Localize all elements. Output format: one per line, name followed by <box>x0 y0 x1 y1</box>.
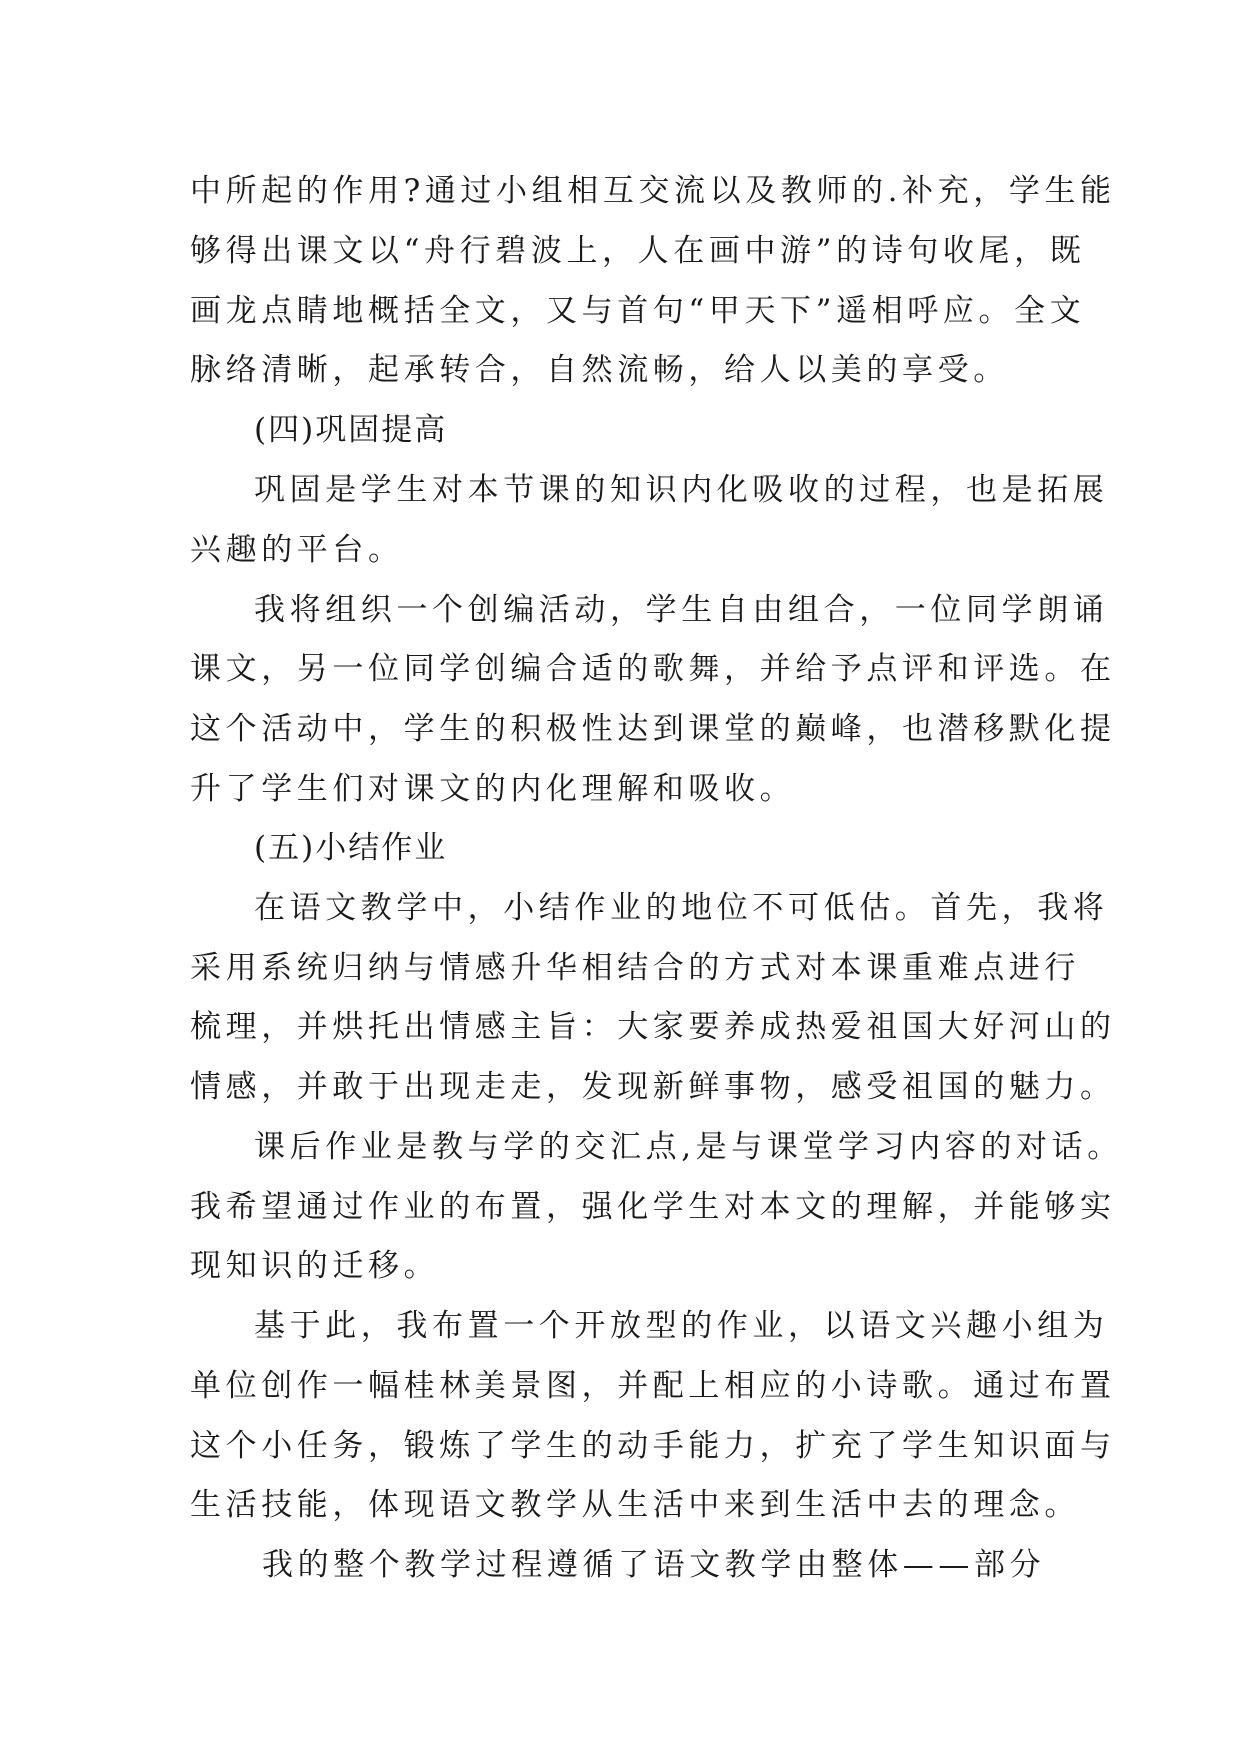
body-text-line: 在语文教学中，小结作业的地位不可低估。首先，我将 <box>254 890 1109 926</box>
body-text-line: 现知识的迁移。 <box>190 1248 440 1284</box>
section-heading: (五)小结作业 <box>254 830 448 866</box>
body-text-line: 单位创作一幅桂林美景图，并配上相应的小诗歌。通过布置 <box>190 1368 1116 1404</box>
body-text-line: 基于此，我布置一个开放型的作业，以语文兴趣小组为 <box>254 1308 1109 1344</box>
body-text-line: 课文，另一位同学创编合适的歌舞，并给予点评和评选。在 <box>190 651 1116 687</box>
body-text-line: 我希望通过作业的布置，强化学生对本文的理解，并能够实 <box>190 1189 1116 1225</box>
body-text-line: 兴趣的平台。 <box>190 532 404 568</box>
body-text-line: 这个小任务，锻炼了学生的动手能力，扩充了学生知识面与 <box>190 1428 1116 1464</box>
body-text-line: 情感，并敢于出现走走，发现新鲜事物，感受祖国的魅力。 <box>190 1069 1116 1105</box>
body-text-line: 脉络清晰，起承转合，自然流畅，给人以美的享受。 <box>190 352 1009 388</box>
body-text-line: 升了学生们对课文的内化理解和吸收。 <box>190 771 796 807</box>
section-heading: (四)巩固提高 <box>254 412 448 448</box>
body-text-line: 我的整个教学过程遵循了语文教学由整体——部分 <box>262 1547 1046 1583</box>
body-text-line: 巩固是学生对本节课的知识内化吸收的过程，也是拓展 <box>254 472 1109 508</box>
body-text-line: 中所起的作用?通过小组相互交流以及教师的.补充，学生能 <box>190 173 1116 209</box>
body-text-line: 采用系统归纳与情感升华相结合的方式对本课重难点进行 <box>190 950 1080 986</box>
body-text-line: 这个活动中，学生的积极性达到课堂的巅峰，也潜移默化提 <box>190 711 1116 747</box>
body-text-line: 课后作业是教与学的交汇点,是与课堂学习内容的对话。 <box>254 1129 1123 1165</box>
body-text-line: 生活技能，体现语文教学从生活中来到生活中去的理念。 <box>190 1487 1080 1523</box>
body-text-line: 我将组织一个创编活动，学生自由组合，一位同学朗诵 <box>254 592 1109 628</box>
body-text-line: 够得出课文以“舟行碧波上，人在画中游”的诗句收尾，既 <box>190 233 1086 269</box>
body-text-line: 梳理，并烘托出情感主旨：大家要养成热爱祖国大好河山的 <box>190 1009 1116 1045</box>
body-text-line: 画龙点睛地概括全文，又与首句“甲天下”遥相呼应。全文 <box>190 293 1086 329</box>
